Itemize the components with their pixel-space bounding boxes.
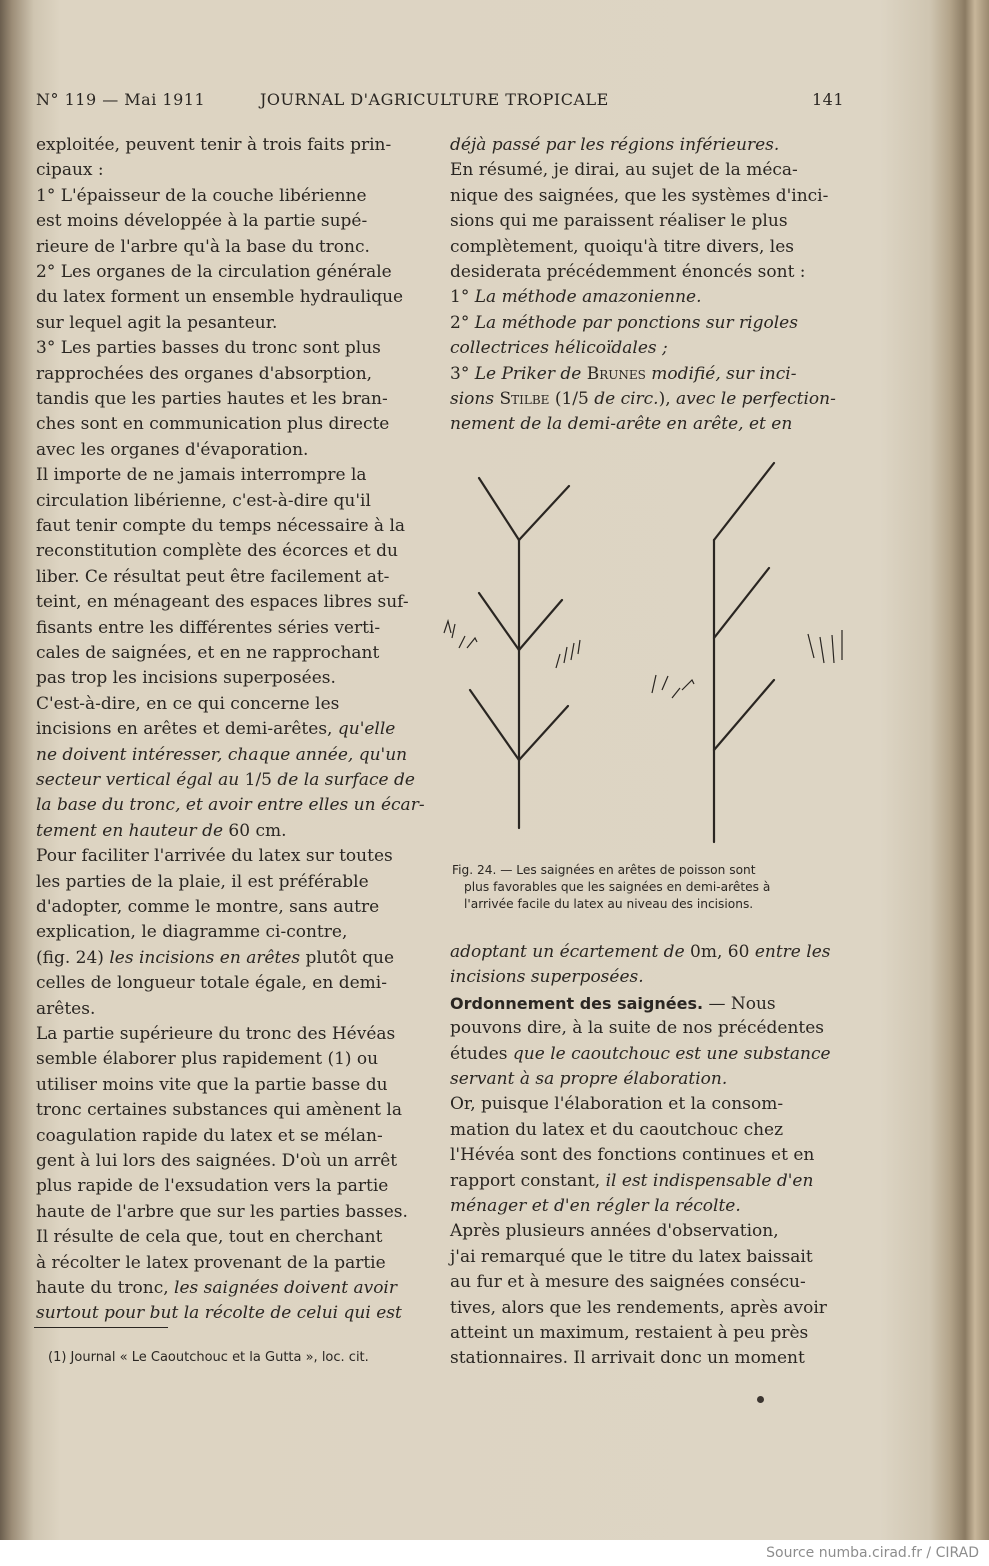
text-line (450, 1169, 813, 1194)
text-line (36, 971, 387, 996)
text-segment: sions (450, 389, 500, 409)
text-line (450, 133, 779, 158)
text-line (450, 260, 806, 285)
right-tree-branch (714, 463, 774, 540)
text-segment: Après plusieurs années d'observation, (450, 1221, 779, 1242)
text-segment: tronc certaines substances qui amènent la (36, 1100, 402, 1121)
ink-dot (757, 1396, 764, 1403)
source-credit: Source numba.cirad.fr / CIRAD (766, 1545, 979, 1561)
text-line (36, 997, 95, 1022)
text-line (450, 1194, 741, 1219)
text-segment: haute de l'arbre que sur les parties basses. (36, 1201, 408, 1222)
text-segment: sur lequel agit la pesanteur. (36, 312, 278, 333)
left-tree-branch (519, 706, 568, 760)
flow-arrows (652, 675, 694, 698)
text-segment: En résumé, je dirai, au sujet de la méca- (450, 160, 798, 181)
text-line (450, 940, 831, 965)
text-segment: plutôt que (300, 947, 395, 968)
text-line (450, 184, 828, 209)
text-line (450, 285, 702, 310)
text-segment: avec le perfection- (676, 389, 836, 409)
text-segment: 2° Les organes de la circulation générale (36, 262, 392, 282)
text-segment: les saignées doivent avoir (174, 1278, 397, 1298)
text-line (36, 514, 405, 539)
figure-24-diagram (434, 458, 854, 848)
caption-line: l'arrivée facile du latex au niveau des incisions. (464, 897, 754, 911)
text-segment: cipaux : (36, 160, 104, 181)
left-tree-branch (519, 600, 562, 650)
text-line (450, 412, 792, 437)
text-segment: La méthode par ponctions sur rigoles (474, 312, 798, 333)
text-segment: plus rapide de l'exsudation vers la partie (36, 1176, 389, 1197)
text-line (450, 1270, 806, 1295)
text-segment: servant à sa propre élaboration. (450, 1069, 728, 1089)
text-line (36, 133, 391, 158)
text-segment: coagulation rapide du latex et se mélan- (36, 1125, 383, 1146)
text-segment: exploitée, peuvent tenir à trois faits prin- (36, 135, 392, 155)
text-line (36, 1073, 388, 1098)
text-segment: celles de longueur totale égale, en demi- (36, 973, 387, 994)
text-line (36, 463, 367, 488)
left-tree-branch (519, 486, 569, 540)
text-segment: les incisions en arêtes (109, 947, 301, 968)
text-line (450, 991, 776, 1016)
text-line (450, 209, 788, 234)
text-line (450, 158, 798, 183)
text-segment: que le caoutchouc est une substance (512, 1043, 831, 1064)
text-segment: la base du tronc, et avoir entre elles un écar- (36, 795, 425, 816)
text-segment: du latex forment un ensemble hydraulique (36, 287, 404, 308)
text-line (450, 387, 836, 412)
text-segment: haute du tronc, (36, 1278, 175, 1298)
flow-arrows (444, 621, 477, 648)
text-segment: déjà passé par les régions inférieures. (450, 135, 780, 155)
text-line (36, 768, 415, 793)
text-segment: études (450, 1043, 513, 1064)
text-line (36, 1225, 382, 1250)
text-segment: atteint un maximum, restaient à peu près (450, 1323, 809, 1343)
text-segment: tement en hauteur de (36, 820, 229, 841)
text-line (36, 895, 379, 920)
caption-line: plus favorables que les saignées en demi-arêtes à (464, 880, 771, 894)
right-tree-branch (714, 568, 769, 638)
text-line (36, 692, 339, 717)
text-line (36, 412, 389, 437)
text-segment: 60 cm. (228, 820, 287, 841)
text-segment: nement de la demi-arête en arête, et en (450, 414, 793, 435)
text-segment: (fig. 24) (36, 947, 110, 968)
text-line (36, 590, 409, 615)
text-segment: liber. Ce résultat peut être facilement at- (36, 566, 390, 587)
text-line (36, 946, 394, 971)
text-segment: Le Priker de (474, 363, 587, 384)
text-segment: l'Hévéa sont des fonctions continues et en (450, 1145, 815, 1166)
text-segment: cales de saignées, et en ne rapprochant (36, 643, 380, 663)
text-segment: — Nous (703, 993, 776, 1014)
text-line (450, 1219, 779, 1244)
footnote-rule (34, 1327, 168, 1328)
text-line (450, 336, 668, 361)
text-line (36, 870, 369, 895)
text-line (36, 1047, 378, 1072)
text-segment: rieure de l'arbre qu'à la base du tronc. (36, 236, 370, 257)
text-segment: entre les (749, 942, 831, 962)
left-tree-branch (479, 478, 519, 540)
text-line (450, 1042, 831, 1067)
text-segment: fisants entre les différentes séries verti- (36, 617, 381, 638)
text-line (36, 1200, 408, 1225)
text-segment: adoptant un écartement de (450, 942, 691, 962)
text-line (36, 209, 367, 234)
text-line (36, 1022, 395, 1047)
text-segment: arêtes. (36, 998, 96, 1019)
text-line (36, 184, 367, 209)
text-segment: à récolter le latex provenant de la partie (36, 1252, 386, 1273)
text-segment: C'est-à-dire, en ce qui concerne les (36, 693, 340, 714)
issue-label: N° 119 — Mai 1911 (36, 90, 206, 109)
text-segment: Il importe de ne jamais interrompre la (36, 465, 367, 486)
text-segment: Pour faciliter l'arrivée du latex sur toutes (36, 846, 393, 867)
text-line (36, 743, 407, 768)
text-segment: ), (658, 389, 677, 409)
text-segment: Stilbe (499, 389, 550, 409)
text-segment: semble élaborer plus rapidement (1) ou (36, 1049, 379, 1070)
text-line (36, 438, 308, 463)
text-segment: 1° L'épaisseur de la couche libérienne (36, 185, 367, 206)
text-line (36, 844, 393, 869)
text-line (36, 235, 370, 260)
text-segment: circulation libérienne, c'est-à-dire qu'il (36, 490, 371, 511)
text-segment: 2° (450, 312, 475, 333)
text-line (450, 1092, 783, 1117)
left-tree-branch (479, 593, 519, 650)
text-segment: utiliser moins vite que la partie basse du (36, 1074, 388, 1095)
text-segment: desiderata précédemment énoncés sont : (450, 262, 806, 282)
text-segment: La partie supérieure du tronc des Hévéas (36, 1024, 396, 1044)
text-segment: stationnaires. Il arrivait donc un moment (450, 1348, 805, 1369)
text-line (36, 819, 287, 844)
text-segment: au fur et à mesure des saignées consécu- (450, 1272, 806, 1293)
text-line (36, 1149, 397, 1174)
text-segment: il est indispensable d'en (605, 1170, 814, 1191)
text-segment: Or, puisque l'élaboration et la consom- (450, 1094, 784, 1115)
text-segment: ne doivent intéresser, chaque année, qu'un (36, 744, 408, 765)
text-line (450, 1346, 805, 1371)
page-number: 141 (812, 90, 845, 109)
text-line (36, 616, 380, 641)
text-segment: Il résulte de cela que, tout en cherchant (36, 1227, 383, 1248)
text-segment: reconstitution complète des écorces et du (36, 541, 398, 562)
text-line (450, 1296, 827, 1321)
text-line (36, 362, 372, 387)
text-segment: faut tenir compte du temps nécessaire à la (36, 516, 406, 536)
text-segment: incisions superposées. (450, 967, 644, 988)
text-line (450, 1118, 783, 1143)
caption-line: Fig. 24. — Les saignées en arêtes de poisson sont (452, 863, 756, 877)
journal-title: JOURNAL D'AGRICULTURE TROPICALE (260, 90, 609, 109)
text-segment: teint, en ménageant des espaces libres suf- (36, 592, 409, 613)
flow-arrows (808, 630, 842, 663)
text-segment: est moins développée à la partie supé- (36, 211, 368, 232)
text-line (36, 539, 398, 564)
text-segment: surtout pour but la récolte de celui qui est (36, 1303, 402, 1324)
text-segment: d'adopter, comme le montre, sans autre (36, 897, 380, 917)
left-tree-branch (470, 690, 519, 760)
text-segment: tives, alors que les rendements, après avoir (450, 1297, 827, 1318)
text-line (450, 311, 798, 336)
text-segment: tandis que les parties hautes et les bran- (36, 389, 388, 409)
text-line (36, 1251, 386, 1276)
text-line (450, 1143, 814, 1168)
text-line (36, 565, 389, 590)
text-segment: avec les organes d'évaporation. (36, 439, 309, 460)
text-segment: explication, le diagramme ci-contre, (36, 922, 348, 943)
text-segment: pouvons dire, à la suite de nos précédentes (450, 1018, 825, 1039)
text-line (36, 285, 403, 310)
text-line (450, 1016, 824, 1041)
text-segment: 1° (450, 287, 475, 308)
text-segment: mation du latex et du caoutchouc chez (450, 1119, 784, 1140)
text-segment: collectrices hélicoïdales ; (450, 338, 668, 359)
text-segment: 0m, 60 (690, 942, 750, 962)
text-segment: j'ai remarqué que le titre du latex baissait (450, 1246, 813, 1267)
text-segment: rapprochées des organes d'absorption, (36, 363, 373, 384)
text-segment: incisions en arêtes et demi-arêtes, (36, 719, 338, 740)
text-segment: complètement, quoiqu'à titre divers, les (450, 236, 795, 257)
credit-bar (0, 1540, 989, 1566)
text-segment: rapport constant, (450, 1170, 606, 1191)
text-segment: Ordonnement des saignées. (450, 993, 704, 1013)
text-segment: sions qui me paraissent réaliser le plus (450, 211, 788, 232)
text-segment: pas trop les incisions superposées. (36, 668, 336, 689)
text-line (36, 336, 381, 361)
footnote: (1) Journal « Le Caoutchouc et la Gutta », loc. cit. (48, 1350, 369, 1365)
text-line (36, 1301, 402, 1326)
text-line (36, 793, 425, 818)
text-line (36, 717, 395, 742)
text-segment: La méthode amazonienne. (474, 287, 702, 308)
text-line (36, 387, 388, 412)
text-line (36, 1276, 397, 1301)
text-segment: ménager et d'en régler la récolte. (450, 1196, 741, 1216)
text-segment: modifié, sur inci- (645, 363, 797, 384)
text-line (36, 1174, 388, 1199)
text-line (450, 362, 796, 387)
text-segment: Brunes (586, 363, 646, 384)
text-segment: gent à lui lors des saignées. D'où un arrêt (36, 1151, 398, 1171)
text-line (36, 489, 371, 514)
text-line (36, 1098, 402, 1123)
text-line (450, 965, 644, 990)
text-line (450, 1245, 813, 1270)
text-segment: ches sont en communication plus directe (36, 414, 390, 435)
flow-arrows (556, 640, 580, 668)
text-segment: de la surface de (272, 770, 415, 790)
text-segment: 1/5 (244, 770, 272, 790)
text-line (36, 920, 347, 945)
text-line (36, 158, 104, 183)
right-tree-branch (714, 680, 774, 750)
text-segment: (1/5 (549, 389, 595, 409)
text-segment: les parties de la plaie, il est préférable (36, 871, 369, 892)
text-line (450, 1067, 727, 1092)
text-segment: de circ. (594, 389, 659, 409)
text-line (36, 641, 379, 666)
text-segment: nique des saignées, que les systèmes d'inci- (450, 185, 829, 206)
text-segment: secteur vertical égal au (36, 770, 245, 790)
text-line (36, 311, 277, 336)
text-segment: 3° Les parties basses du tronc sont plus (36, 338, 381, 359)
text-line (36, 260, 392, 285)
text-line (450, 1321, 808, 1346)
text-line (36, 666, 336, 691)
text-line (450, 235, 794, 260)
text-segment: qu'elle (337, 719, 396, 740)
text-segment: 3° (450, 363, 475, 384)
text-line (36, 1124, 383, 1149)
